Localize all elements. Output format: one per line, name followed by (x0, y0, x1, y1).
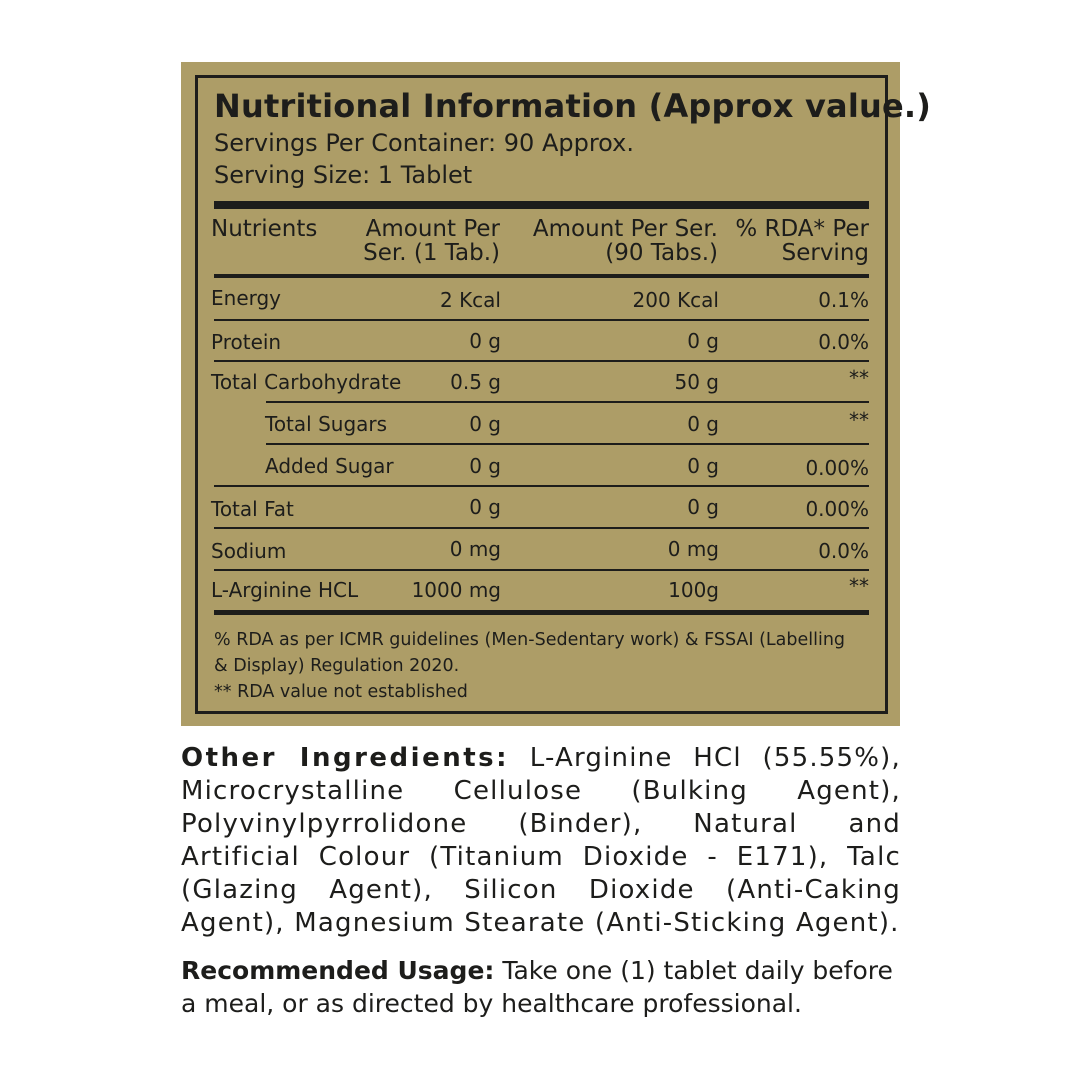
nutrition-label-frame (195, 75, 932, 714)
nutrient-per-90: 200 Kcal (632, 288, 719, 312)
nutrient-per-90: 100g (668, 578, 719, 602)
nutrient-per-90: 50 g (674, 370, 719, 394)
nutrient-per-90: 0 mg (667, 537, 719, 561)
nutrient-per-90: 0 g (687, 454, 719, 478)
recommended-usage-label: Recommended Usage: (181, 956, 495, 985)
nutrient-rda: 0.0% (818, 539, 869, 563)
subheader-rule (214, 274, 869, 278)
nutrient-per-90: 0 g (687, 495, 719, 519)
row-divider (214, 319, 869, 321)
row-divider (214, 360, 869, 362)
nutrition-title: Nutritional Information (Approx value.) (214, 87, 932, 125)
col-header-per-90-line1: Amount Per Ser. (532, 216, 718, 242)
nutrient-name: Total Fat (211, 497, 294, 521)
col-header-rda-line2: Serving (781, 240, 869, 266)
serving-size: Serving Size: 1 Tablet (214, 161, 473, 189)
row-divider (214, 569, 869, 571)
recommended-usage (181, 954, 901, 1020)
rda-not-established-footnote: ** RDA value not established (214, 682, 468, 702)
nutrient-per-tab: 0.5 g (450, 370, 501, 394)
col-header-per-tab-line2: Ser. (1 Tab.) (363, 240, 500, 266)
nutrient-rda: ** (849, 574, 869, 598)
col-header-per-90-line2: (90 Tabs.) (605, 240, 718, 266)
recommended-usage-text: Take one (1) tablet daily before a meal, or as directed by healthcare professional. (181, 956, 893, 1018)
col-header-rda-line1: % RDA* Per (735, 216, 869, 242)
nutrient-per-90: 0 g (687, 412, 719, 436)
row-divider (214, 485, 869, 487)
nutrient-name: Added Sugar (265, 454, 394, 478)
nutrient-rda: ** (849, 408, 869, 432)
other-ingredients (181, 742, 901, 940)
col-header-per-tab-line1: Amount Per (365, 216, 500, 242)
nutrient-per-tab: 0 g (469, 412, 501, 436)
col-header-nutrients: Nutrients (211, 216, 318, 242)
nutrient-per-tab: 0 g (469, 454, 501, 478)
nutrient-per-tab: 0 g (469, 495, 501, 519)
nutrient-name: Protein (211, 330, 282, 354)
rda-footnote: % RDA as per ICMR guidelines (Men-Sedentary work) & FSSAI (Labelling & Display) Regulation 2020. (214, 630, 846, 676)
nutrient-rda: 0.00% (805, 497, 869, 521)
nutrition-label (181, 62, 932, 726)
nutrient-per-tab: 0 mg (449, 537, 501, 561)
nutrient-name: L-Arginine HCL (211, 578, 359, 602)
nutrient-name: Sodium (211, 539, 287, 563)
nutrient-per-tab: 0 g (469, 329, 501, 353)
table-bottom-rule (214, 610, 869, 615)
nutrient-rda: ** (849, 366, 869, 390)
row-divider (214, 527, 869, 529)
servings-per-container: Servings Per Container: 90 Approx. (214, 129, 634, 157)
other-ingredients-text: L-Arginine HCl (55.55%), Microcrystalline Cellulose (Bulking Agent), Polyvinylpyrrolidone (Binder), Natural and Artificial Colour (Titanium Dioxide - E171), Talc (Glazing Agent), Silicon Dioxide (Anti-Caking Agent), Magnesium Stearate (Anti-Sticking Agent). (181, 743, 901, 938)
nutrient-name: Energy (211, 286, 282, 310)
nutrient-rda: 0.00% (805, 456, 869, 480)
nutrient-rda: 0.0% (818, 330, 869, 354)
row-divider (266, 443, 869, 445)
other-ingredients-label: Other Ingredients: (181, 743, 510, 773)
nutrient-per-tab: 1000 mg (411, 578, 501, 602)
nutrient-name: Total Sugars (265, 412, 388, 436)
nutrient-rda: 0.1% (818, 288, 869, 312)
header-rule (214, 201, 869, 209)
nutrient-per-90: 0 g (687, 329, 719, 353)
row-divider (266, 401, 869, 403)
nutrient-per-tab: 2 Kcal (439, 288, 501, 312)
nutrient-name: Total Carbohydrate (211, 370, 402, 394)
